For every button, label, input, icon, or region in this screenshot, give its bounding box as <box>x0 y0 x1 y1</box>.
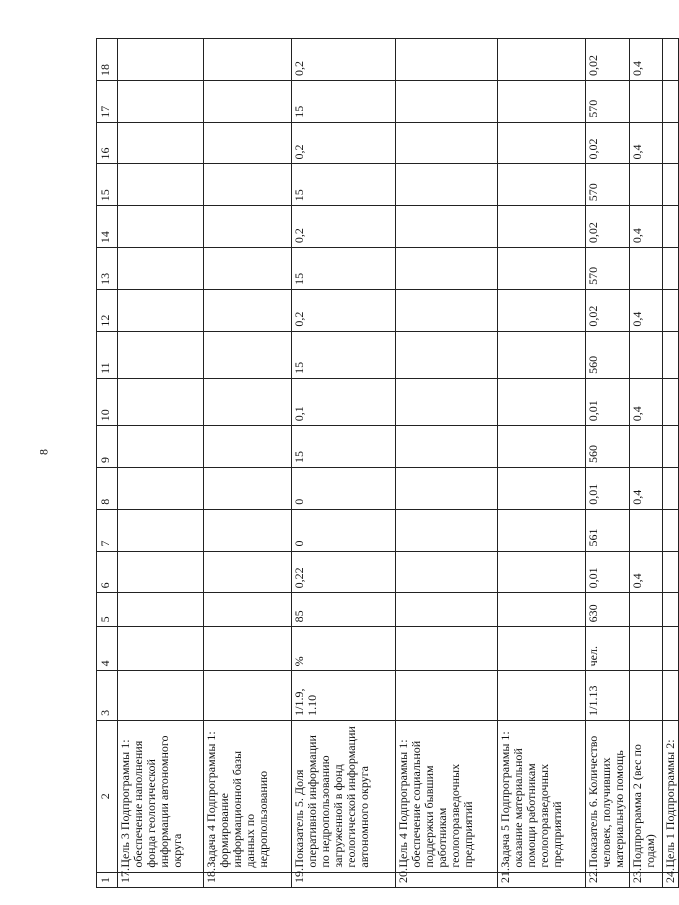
header-cell: 18 <box>97 39 118 81</box>
value-cell: 15 <box>292 248 396 290</box>
value-cell <box>118 331 204 378</box>
value-cell <box>663 551 679 593</box>
value-cell <box>118 378 204 425</box>
value-cell <box>663 426 679 468</box>
value-cell: 0,01 <box>586 378 630 425</box>
value-cell <box>498 509 586 551</box>
description-cell: Показатель 5. Доля оперативной информации по недропользованию загруженной в фонд геологической информации автономного округа <box>292 720 396 872</box>
value-cell <box>204 206 292 248</box>
value-cell: 0,01 <box>586 467 630 509</box>
header-cell: 17 <box>97 80 118 122</box>
value-cell <box>498 248 586 290</box>
description-cell: Подпрограмма 2 (вес по годам) <box>630 720 663 872</box>
value-cell <box>396 122 498 164</box>
value-cell <box>204 627 292 671</box>
value-cell <box>396 671 498 720</box>
value-cell <box>204 164 292 206</box>
value-cell: 570 <box>586 248 630 290</box>
value-cell <box>630 509 663 551</box>
value-cell: чел. <box>586 627 630 671</box>
value-cell <box>663 122 679 164</box>
value-cell <box>118 551 204 593</box>
value-cell <box>204 248 292 290</box>
value-cell <box>118 467 204 509</box>
value-cell: % <box>292 627 396 671</box>
header-cell: 4 <box>97 627 118 671</box>
value-cell <box>118 509 204 551</box>
value-cell <box>630 331 663 378</box>
value-cell <box>663 39 679 81</box>
header-cell: 7 <box>97 509 118 551</box>
value-cell: 560 <box>586 426 630 468</box>
value-cell <box>630 426 663 468</box>
value-cell <box>396 378 498 425</box>
value-cell <box>396 164 498 206</box>
value-cell <box>663 467 679 509</box>
value-cell <box>630 627 663 671</box>
value-cell: 0,22 <box>292 551 396 593</box>
value-cell <box>396 551 498 593</box>
value-cell: 0,02 <box>586 206 630 248</box>
value-cell <box>498 206 586 248</box>
description-cell: Цель 1 Подпрограммы 2: <box>663 720 679 872</box>
value-cell <box>630 671 663 720</box>
value-cell <box>396 627 498 671</box>
description-cell: Цель 3 Подпрограммы 1: обеспечение наполнения фонда геологической информации автономного округа <box>118 720 204 872</box>
value-cell: 15 <box>292 80 396 122</box>
value-cell <box>118 39 204 81</box>
value-cell: 0 <box>292 467 396 509</box>
value-cell <box>663 627 679 671</box>
header-cell: 15 <box>97 164 118 206</box>
value-cell <box>663 593 679 627</box>
value-cell <box>663 378 679 425</box>
value-cell: 0,1 <box>292 378 396 425</box>
value-cell <box>498 551 586 593</box>
header-cell: 2 <box>97 720 118 872</box>
value-cell <box>396 289 498 331</box>
table-row <box>663 39 679 888</box>
header-cell: 1 <box>97 872 118 887</box>
header-cell: 11 <box>97 331 118 378</box>
value-cell <box>630 80 663 122</box>
value-cell: 0,02 <box>586 39 630 81</box>
value-cell <box>498 378 586 425</box>
value-cell: 0 <box>292 509 396 551</box>
header-cell: 3 <box>97 671 118 720</box>
value-cell <box>498 593 586 627</box>
value-cell: 0,01 <box>586 551 630 593</box>
row-number-cell: 17. <box>118 872 204 887</box>
value-cell <box>118 671 204 720</box>
value-cell <box>498 671 586 720</box>
row-number-cell: 20. <box>396 872 498 887</box>
value-cell <box>118 289 204 331</box>
value-cell <box>663 80 679 122</box>
value-cell: 561 <box>586 509 630 551</box>
value-cell: 0,2 <box>292 206 396 248</box>
table-row <box>396 39 498 888</box>
value-cell <box>498 467 586 509</box>
row-number-cell: 22. <box>586 872 630 887</box>
value-cell <box>396 467 498 509</box>
value-cell <box>663 248 679 290</box>
value-cell <box>118 627 204 671</box>
value-cell: 0,02 <box>586 122 630 164</box>
value-cell <box>498 426 586 468</box>
value-cell: 15 <box>292 164 396 206</box>
table-row <box>118 39 204 888</box>
value-cell <box>118 206 204 248</box>
value-cell <box>663 509 679 551</box>
row-number-cell: 18. <box>204 872 292 887</box>
value-cell <box>118 426 204 468</box>
header-cell: 6 <box>97 551 118 593</box>
value-cell <box>630 248 663 290</box>
value-cell: 0,02 <box>586 289 630 331</box>
row-number-cell: 23. <box>630 872 663 887</box>
value-cell: 0,4 <box>630 122 663 164</box>
header-cell: 14 <box>97 206 118 248</box>
value-cell <box>204 551 292 593</box>
value-cell <box>204 80 292 122</box>
row-number-cell: 24. <box>663 872 679 887</box>
value-cell <box>498 627 586 671</box>
value-cell <box>204 467 292 509</box>
value-cell <box>204 289 292 331</box>
row-number-cell: 21. <box>498 872 586 887</box>
value-cell <box>396 593 498 627</box>
value-cell <box>204 331 292 378</box>
value-cell <box>118 248 204 290</box>
header-cell: 5 <box>97 593 118 627</box>
value-cell <box>396 331 498 378</box>
value-cell <box>630 164 663 206</box>
table-row <box>630 39 663 888</box>
value-cell: 570 <box>586 164 630 206</box>
value-cell <box>630 593 663 627</box>
value-cell <box>498 80 586 122</box>
header-cell: 8 <box>97 467 118 509</box>
value-cell: 85 <box>292 593 396 627</box>
value-cell <box>663 164 679 206</box>
table-row <box>204 39 292 888</box>
value-cell <box>663 331 679 378</box>
value-cell: 0,4 <box>630 378 663 425</box>
value-cell <box>498 164 586 206</box>
value-cell: 0,2 <box>292 289 396 331</box>
value-cell <box>396 426 498 468</box>
value-cell: 560 <box>586 331 630 378</box>
indicators-table <box>96 38 679 888</box>
value-cell <box>204 671 292 720</box>
value-cell: 0,4 <box>630 206 663 248</box>
header-cell: 10 <box>97 378 118 425</box>
value-cell <box>204 378 292 425</box>
value-cell <box>396 39 498 81</box>
value-cell <box>204 509 292 551</box>
value-cell <box>498 289 586 331</box>
value-cell <box>396 206 498 248</box>
description-cell: Показатель 6. Количество человек, получивших материальную помощь <box>586 720 630 872</box>
value-cell <box>663 289 679 331</box>
value-cell <box>663 206 679 248</box>
value-cell <box>498 331 586 378</box>
value-cell: 630 <box>586 593 630 627</box>
value-cell: 0,4 <box>630 551 663 593</box>
page-number: 8 <box>36 449 51 455</box>
header-cell: 16 <box>97 122 118 164</box>
value-cell <box>118 80 204 122</box>
header-cell: 13 <box>97 248 118 290</box>
description-cell: Цель 4 Подпрограммы 1: обеспечение социальной поддержки бывшим работникам геологоразведочных предприятий <box>396 720 498 872</box>
value-cell: 1/1.9, 1.10 <box>292 671 396 720</box>
value-cell <box>118 122 204 164</box>
value-cell: 1/1.13 <box>586 671 630 720</box>
row-number-cell: 19. <box>292 872 396 887</box>
value-cell <box>498 39 586 81</box>
value-cell <box>663 671 679 720</box>
table-body <box>118 39 679 888</box>
rotated-table-wrapper <box>96 38 677 888</box>
table-row <box>292 39 396 888</box>
value-cell: 0,2 <box>292 122 396 164</box>
value-cell <box>204 426 292 468</box>
table-row <box>498 39 586 888</box>
value-cell <box>396 248 498 290</box>
value-cell: 0,4 <box>630 467 663 509</box>
value-cell <box>204 122 292 164</box>
value-cell <box>204 593 292 627</box>
table-row <box>586 39 630 888</box>
header-cell: 9 <box>97 426 118 468</box>
value-cell <box>118 164 204 206</box>
value-cell <box>498 122 586 164</box>
description-cell: Задача 4 Подпрограммы 1: формирование информационной базы данных по недропользованию <box>204 720 292 872</box>
value-cell <box>204 39 292 81</box>
value-cell <box>118 593 204 627</box>
header-cell: 12 <box>97 289 118 331</box>
value-cell: 0,2 <box>292 39 396 81</box>
header-row <box>97 39 118 888</box>
value-cell: 570 <box>586 80 630 122</box>
value-cell <box>396 509 498 551</box>
value-cell: 15 <box>292 331 396 378</box>
value-cell: 0,4 <box>630 289 663 331</box>
value-cell <box>396 80 498 122</box>
description-cell: Задача 5 Подпрограммы 1: оказание материальной помощи работникам геологоразведочных предприятий <box>498 720 586 872</box>
value-cell: 0,4 <box>630 39 663 81</box>
value-cell: 15 <box>292 426 396 468</box>
